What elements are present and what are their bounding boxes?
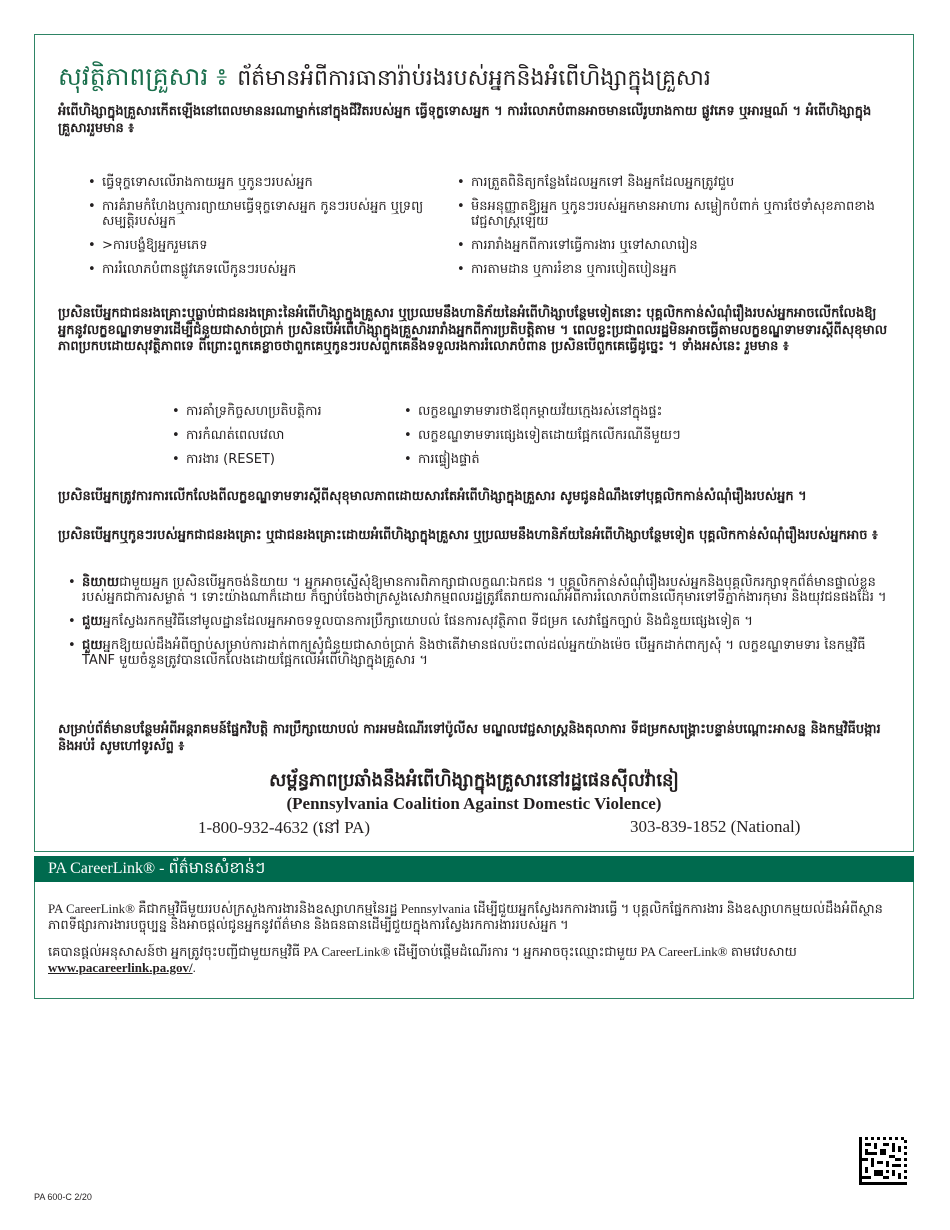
list-item: • ការត្រួតពិនិត្យកន្លែងដែលអ្នកទៅ និងអ្នកដែលអ្នកត្រូវជួប (455, 175, 875, 190)
list-item: • ការងារ (RESET) (170, 452, 390, 467)
intro-paragraph: អំពើហិង្សាក្នុងគ្រួសារកើតឡើងនៅពេលមាននរណាម្នាក់នៅក្នុងជីវិតរបស់អ្នក ធ្វើទុក្ខទោសអ្នក ។ ការរំលោភបំពានអាចមានលើរូបរាងកាយ ផ្លូវភេទ ឬអារម្មណ៍ ។ អំពើហិង្សាក្នុងគ្រួសាររួមមាន ៖ (58, 104, 872, 136)
abuse-list-right (455, 175, 875, 286)
list-item: • លក្ខខណ្ឌទាមទារថាឪពុកម្តាយវ័យក្មេងរស់នៅក្នុងផ្ទះ (402, 404, 732, 419)
list-item: • ការគំរាមកំហែងឬការព្យាយាមធ្វើទុក្ខទោសអ្នក កូនៗរបស់អ្នក ឬទ្រព្យសម្បត្តិរបស់អ្នក (86, 199, 436, 229)
requirements-list-right (402, 404, 732, 476)
list-item: • ការរំលោភបំពានផ្លូវភេទលើកូនៗរបស់អ្នក (86, 262, 436, 277)
datamatrix-barcode-icon (859, 1137, 907, 1185)
list-item: • លក្ខខណ្ឌទាមទារផ្សេងទៀតដោយផ្អែកលើករណីនីមួយៗ (402, 428, 732, 443)
waiver-paragraph: ប្រសិនបើអ្នកជាជនរងគ្រោះឬធ្លាប់ជាជនរងគ្រោះនៃអំពើហិង្សាក្នុងគ្រួសារ ឬប្រឈមនឹងហានិភ័យនៃអំពើហិង្សាបន្ថែមទៀតនោះ បុគ្គលិកកាន់សំណុំរឿងរបស់អ្នកអាចលើកលែងឱ្យអ្នកនូវលក្ខខណ្ឌទាមទារដើម្បីជំនួយជាសាច់ប្រាក់ ប្រសិនបើអំពើហិង្សាក្នុងគ្រួសាររារាំងអ្នកពីការប្រតិបត្តិតាម ។ ពេលខ្លះប្រជាពលរដ្ឋមិនអាចធ្វើតាមលក្ខខណ្ឌទាមទារស្តីពីសុខុមាលភាពប្រកបដោយសុវត្ថិភាពទេ ពីព្រោះពួកគេខ្លាចថាពួកគេឬកូនៗរបស់ពួកគេនឹងទទួលរងការរំលោភបំពាន ប្រសិនបើពួកគេធ្វើដូច្នេះ ។ ទាំងអស់នេះ រួមមាន ៖ (58, 306, 888, 354)
title-family-safety: សុវត្ថិភាពគ្រួសារ ៖ (58, 62, 228, 91)
abuse-list-left (86, 175, 436, 286)
title-subtitle: ព័ត៌មានអំពីការធានារ៉ាប់រងរបស់អ្នកនិងអំពើហិង្សាក្នុងគ្រួសារ (237, 66, 711, 91)
careerlink-box (34, 882, 914, 999)
more-info-paragraph: សម្រាប់ព័ត៌មានបន្ថែមអំពីអន្តរាគមន៍ផ្នែកវិបត្តិ ការប្រឹក្សាយោបល់ ការអមដំណើរទៅប៉ូលីស មណ្ឌលវេជ្ជសាស្ត្រនិងតុលាការ ទីជម្រកសង្គ្រោះបន្ទាន់បណ្តោះអាសន្ន និងកម្មវិធីបង្ការនិងអប់រំ សូមហៅទូរស័ព្ទ ៖ (58, 722, 881, 754)
form-code: PA 600-C 2/20 (34, 1192, 92, 1202)
careerlink-paragraph-2 (48, 944, 898, 976)
careerlink-website-link[interactable]: www.pacareerlink.pa.gov/ (48, 960, 193, 975)
requirements-list-left (170, 404, 390, 476)
phone-pa[interactable]: 1-800-932-4632 (នៅ PA) (198, 818, 371, 837)
page-title (58, 62, 711, 94)
phone-national[interactable]: 303-839-1852 (National) (630, 817, 801, 836)
coalition-name-khmer: សម្ព័ន្ធភាពប្រឆាំងនឹងអំពើហិង្សាក្នុងគ្រួសារនៅរដ្ឋផេនស៊ីលវ៉ានៀ (269, 770, 679, 791)
list-item: • >ការបង្ខំឱ្យអ្នករួមភេទ (86, 238, 436, 253)
action-text: អ្នកឱ្យយល់ដឹងអំពីច្បាប់សម្រាប់ការដាក់ពាក្យសុំជំនួយជាសាច់ប្រាក់ និងថាតើវាមានផលប៉ះពាល់ដល់អ្នកយ៉ាងម៉េច បើអ្នកដាក់ពាក្យសុំ ។ លក្ខខណ្ឌទាមទារ នៃកម្មវិធី TANF មួយចំនួនត្រូវបានលើកលែងដោយផ្អែកលើអំពើហិង្សាក្នុងគ្រួសារ ។ (82, 638, 866, 668)
coalition-name-english: (Pennsylvania Coalition Against Domestic Violence) (286, 794, 662, 813)
caseworker-intro-paragraph: ប្រសិនបើអ្នកឬកូនៗរបស់អ្នកជាជនរងគ្រោះ ឬជាជនរងគ្រោះដោយអំពើហិង្សាក្នុងគ្រួសារ ឬប្រឈមនឹងហានិភ័យនៃអំពើហិង្សាបន្ថែមទៀត បុគ្គលិកកាន់សំណុំរឿងរបស់អ្នកអាច ៖ (58, 528, 878, 543)
list-item: • ធ្វើទុក្ខទោសលើរាងកាយអ្នក ឬកូនៗរបស់អ្នក (86, 175, 436, 190)
waiver-request-paragraph: ប្រសិនបើអ្នកត្រូវការការលើកលែងពីលក្ខខណ្ឌទាមទារស្តីពីសុខុមាលភាពដោយសារតែអំពើហិង្សាក្នុងគ្រួសារ សូមជូនដំណឹងទៅបុគ្គលិកកាន់សំណុំរឿងរបស់អ្នក ។ (58, 489, 807, 504)
list-item: • ការតាមដាន ឬការរំខាន ឬការបៀតបៀនអ្នក (455, 262, 875, 277)
careerlink-header: PA CareerLink® - ព័ត៌មានសំខាន់ៗ (34, 856, 914, 882)
careerlink-paragraph-1: PA CareerLink® គឺជាកម្មវិធីមួយរបស់ក្រសួងការងារនិងឧស្សាហកម្មនៃរដ្ឋ Pennsylvania ដើម្បីជួយអ្នកស្វែងរកការងារធ្វើ ។ បុគ្គលិកផ្នែកការងារ និងឧស្សាហកម្មយល់ដឹងអំពីស្ថានភាពទីផ្សារការងារបច្ចុប្បន្ន និងអាចផ្តល់ជូនអ្នកនូវព័ត៌មាន និងធនធានដើម្បីជួយក្នុងការស្វែងរកការងាររបស់អ្នក ។ (48, 901, 883, 932)
list-item (66, 575, 888, 605)
list-item: • ការរារាំងអ្នកពីការទៅធ្វើការងារ ឬទៅសាលារៀន (455, 238, 875, 253)
list-item (66, 638, 888, 668)
list-item: • ការកំណត់ពេលវេលា (170, 428, 390, 443)
link-suffix: . (192, 960, 196, 975)
action-lead: និយាយ (82, 575, 120, 590)
action-lead: ជួយ (82, 614, 103, 629)
action-text: អ្នកស្វែងរកកម្មវិធីនៅមូលដ្ឋានដែលអ្នកអាចទទួលបានការប្រឹក្សាយោបល់ ផែនការសុវត្ថិភាព ទីជម្រក សេវាផ្នែកច្បាប់ និងជំនួយផ្សេងទៀត ។ (102, 614, 753, 629)
list-item: • ការគាំទ្រកិច្ចសហប្រតិបត្តិការ (170, 404, 390, 419)
careerlink-text: គេបានផ្តល់អនុសាសន៍ថា អ្នកត្រូវចុះបញ្ជីជាមួយកម្មវិធី PA CareerLink® ដើម្បីចាប់ផ្តើមដំណើរការ ។ អ្នកអាចចុះឈ្មោះជាមួយ PA CareerLink® តាមវេបសាយ (48, 944, 797, 959)
action-text: ជាមួយអ្នក ប្រសិនបើអ្នកចង់និយាយ ។ អ្នកអាចស្នើសុំឱ្យមានការពិភាក្សាជាលក្ខណៈឯកជន ។ បុគ្គលិកកាន់សំណុំរឿងរបស់អ្នកនិងបុគ្គលិករក្សាទុកព័ត៌មានផ្ទាល់ខ្លួនរបស់អ្នកជាការសម្ងាត់ ។ ទោះយ៉ាងណាក៏ដោយ ក៏ច្បាប់ចែងថាក្រសួងសេវាកម្មពលរដ្ឋត្រូវតែរាយការណ៍អំពីការរំលោភបំពានលើកុមារទៅទីភ្នាក់ងារកុមារ និងយុវជនផងដែរ ។ (82, 575, 887, 605)
list-item: • មិនអនុញ្ញាតឱ្យអ្នក ឬកូនៗរបស់អ្នកមានអាហារ សម្លៀកបំពាក់ ឬការថែទាំសុខភាពខាងវេជ្ជសាស្ត្រឡើយ (455, 199, 875, 229)
list-item: • ការផ្ទៀងផ្ទាត់ (402, 452, 732, 467)
action-lead: ជួយ (82, 638, 103, 653)
caseworker-actions-list (66, 575, 888, 677)
list-item (66, 614, 888, 629)
